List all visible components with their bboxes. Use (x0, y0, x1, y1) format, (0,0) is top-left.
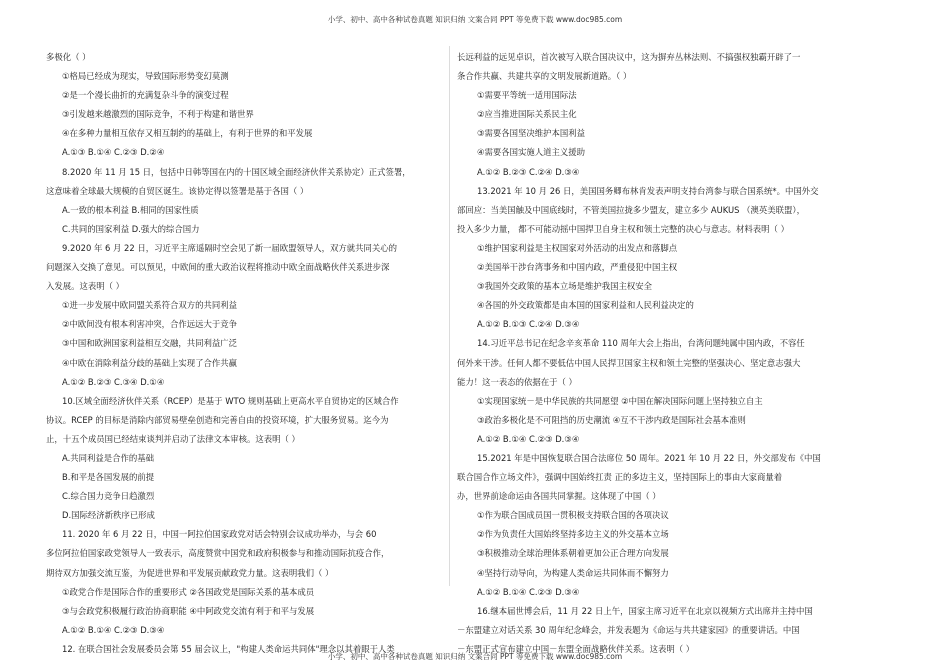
question-12: 12. 在联合国社会发展委员会第 55 届会议上，"构建人类命运共同体"理念以其着眼于人类 (62, 643, 395, 654)
option-line: ①实现国家统－是中华民族的共同愿望 ②中国在解决国际问题上坚持独立自主 (477, 395, 763, 406)
option-line: ③中国和欧洲国家利益相互交融，共同利益广泛 (62, 338, 238, 349)
option-line: ①政党合作是国际合作的重要形式 ②各国政党是国际关系的基本成员 (62, 586, 315, 597)
option-line: A.共同利益是合作的基础 (62, 452, 154, 463)
question-9: 9.2020 年 6 月 22 日，习近平主席遥隔时空会见了新一届欧盟领导人，双方就共同关心的 (62, 242, 397, 253)
option-line: ①需要平等统一适用国际法 (477, 90, 577, 101)
question-10: 10.区域全面经济伙伴关系（RCEP）是基于 WTO 规则基础上更高水平自贸协定的区域合作 (62, 395, 399, 406)
text-line: 入发展。这表明（ ） (46, 281, 125, 292)
text-line: 长远利益的远见卓识，首次被写入联合国决议中，这为摒弃丛林法则、不搞强权独霸开辟了一 (457, 52, 801, 62)
question-13: 13.2021 年 10 月 26 日，美国国务卿布林肯发表声明支持台湾参与联合国系统*。中国外交 (477, 185, 819, 196)
answer-choices: A.①② B.①④ C.②③ D.③④ (477, 433, 580, 444)
text-line: 问题深入交换了意见。可以预见，中欧间的重大政治议程将推动中欧全面战略伙伴关系进步深 (46, 262, 390, 273)
option-line: ②是一个漫长曲折的充满复杂斗争的演变过程 (62, 90, 229, 101)
option-line: ①进一步发展中欧同盟关系符合双方的共同利益 (62, 300, 238, 311)
option-line: ②作为负责任大国始终坚持多边主义的外交基本立场 (477, 529, 669, 540)
question-16: 16.继本届世博会后，11 月 22 日上午，国家主席习近平在北京以视频方式出席并主持中国 (477, 605, 813, 616)
option-line: ④需要各国实施人道主义援助 (477, 147, 586, 158)
text-line: 协议。RCEP 的目标是消除内部贸易壁垒创造和完善自由的投资环境，扩大服务贸易。迄今为 (46, 414, 389, 425)
text-line: 投入多少力量， 都不可能动摇中国捍卫自身主权和领土完整的决心与意志。材料表明（ ） (457, 223, 789, 234)
answer-choices: A.①③ B.①④ C.②③ D.②④ (62, 147, 165, 158)
text-line: 办，世界前途命运由各国共同掌握。这体现了中国（ ） (457, 491, 661, 502)
text-line: 多位阿拉伯国家政党领导人一致表示，高度赞赏中国党和政府积极参与和推动国际抗疫合作， (46, 548, 390, 559)
option-line: ③与会政党积极履行政治协商职能 ④中阿政党交流有利于和平与发展 (62, 605, 315, 616)
option-line: ①作为联合国成员国一贯积极支持联合国的各项决议 (477, 510, 669, 521)
question-11: 11. 2020 年 6 月 22 日，中国一阿拉伯国家政党对话会特别会议成功举办，与会 60 (62, 529, 377, 540)
option-line: ②应当推进国际关系民主化 (477, 109, 577, 120)
column-divider (449, 46, 450, 586)
footer-banner: 小学、初中、高中各种试卷真题 知识归纳 文案合同 PPT 等免费下载 www.doc985.com (327, 652, 623, 661)
question-8: 8.2020 年 11 月 15 日，包括中日韩等国在内的十国区域全面经济伙伴关系协定）正式签署， (62, 166, 411, 177)
right-column (457, 48, 855, 659)
option-line: ④在多种力量相互依存又相互制约的基础上，有利于世界的和平发展 (62, 128, 313, 139)
text-line: 何外来干涉。任何人都不要低估中国人民捍卫国家主权和领土完整的坚强决心、坚定意志强大 (457, 357, 801, 368)
text-line: －东盟建立对话关系 30 周年纪念峰会，并发表题为《命运与共共建家园》的重要讲话。中国 (457, 624, 800, 635)
option-line: ③我国外交政策的基本立场是维护我国主权安全 (477, 281, 653, 292)
option-line: ③政治多极化是不可阻挡的历史潮流 ④互不干涉内政是国际社会基本准则 (477, 414, 746, 425)
option-line: ③积极推动全球治理体系朝着更加公正合理方向发展 (477, 548, 669, 559)
option-line: ④中欧在消除利益分歧的基础上实现了合作共赢 (62, 357, 238, 368)
text-line: 这意味着全球最大规模的自贸区诞生。该协定得以签署是基于各国（ ） (46, 185, 309, 196)
text-line: 联合国合作立场文件》，强调中国始终扛责 正的多边主义，坚持国际上的事由大家商量着 (457, 472, 783, 483)
answer-choices: A.①② B.①④ C.②③ D.③④ (62, 624, 165, 635)
option-line: C.共同的国家利益 D.强大的综合国力 (62, 223, 200, 234)
answer-choices: A.①② B.②③ C.③④ D.①④ (62, 376, 165, 387)
text-line: －东盟正式宣布建立中国－东盟全面战略伙伴关系。这表明（ ） (457, 643, 695, 654)
option-line: D.国际经济新秩序已形成 (62, 510, 155, 521)
option-line: ②中欧间没有根本利害冲突，合作远远大于竞争 (62, 319, 238, 330)
option-line: ②美国举干涉台湾事务和中国内政，严重侵犯中国主权 (477, 262, 678, 273)
option-line: ④各国的外交政策都是由本国的国家利益和人民利益决定的 (477, 300, 694, 311)
text-line: 止，十五个成员国已经结束谈判并启动了法律文本审核。这表明（ ） (46, 433, 300, 444)
option-line: ③引发越来越激烈的国际竞争，不利于构建和谐世界 (62, 109, 254, 120)
left-column (46, 48, 440, 659)
option-line: ①维护国家利益是主权国家对外活动的出发点和落脚点 (477, 242, 678, 253)
text-line: 能力！这一表态的依据在于（ ） (457, 376, 577, 387)
question-15: 15.2021 年是中国恢复联合国合法席位 50 周年。2021 年 10 月 22 日，外交部发布《中国 (477, 452, 821, 463)
option-line: A.一致的根本利益 B.相同的国家性质 (62, 204, 199, 215)
option-line: B.和平是各国发展的前提 (62, 472, 155, 483)
header-banner: 小学、初中、高中各种试卷真题 知识归纳 文案合同 PPT 等免费下载 www.doc985.com (327, 15, 623, 24)
text-line: 部回应：当美国触及中国底线时，不管美国拉拢多少盟友，建立多少 AUKUS （澳英美联盟）， (457, 204, 805, 215)
text-line: 条合作共赢、共建共享的文明发展新道路。（ ） (457, 71, 632, 82)
text-line: 多极化（ ） (46, 52, 91, 62)
answer-choices: A.①② B.②③ C.②④ D.③④ (477, 166, 580, 177)
answer-choices: A.①② B.①③ C.②④ D.③④ (477, 319, 580, 330)
option-line: ①格局已经成为现实，导致国际形势变幻莫测 (62, 71, 229, 82)
option-line: ③需要各国坚决维护本国利益 (477, 128, 586, 139)
answer-choices: A.①② B.①④ C.②③ D.③④ (477, 586, 580, 597)
option-line: C.综合国力竞争日趋激烈 (62, 491, 155, 502)
question-14: 14.习近平总书记在纪念辛亥革命 110 周年大会上指出，台湾问题纯属中国内政，不容任 (477, 338, 805, 349)
option-line: ④坚持行动导向，为构建人类命运共同体而不懈努力 (477, 567, 669, 578)
text-line: 期待双方加强交流互鉴，为促进世界和平发展贡献政党力量。这表明我们（ ） (46, 567, 334, 578)
